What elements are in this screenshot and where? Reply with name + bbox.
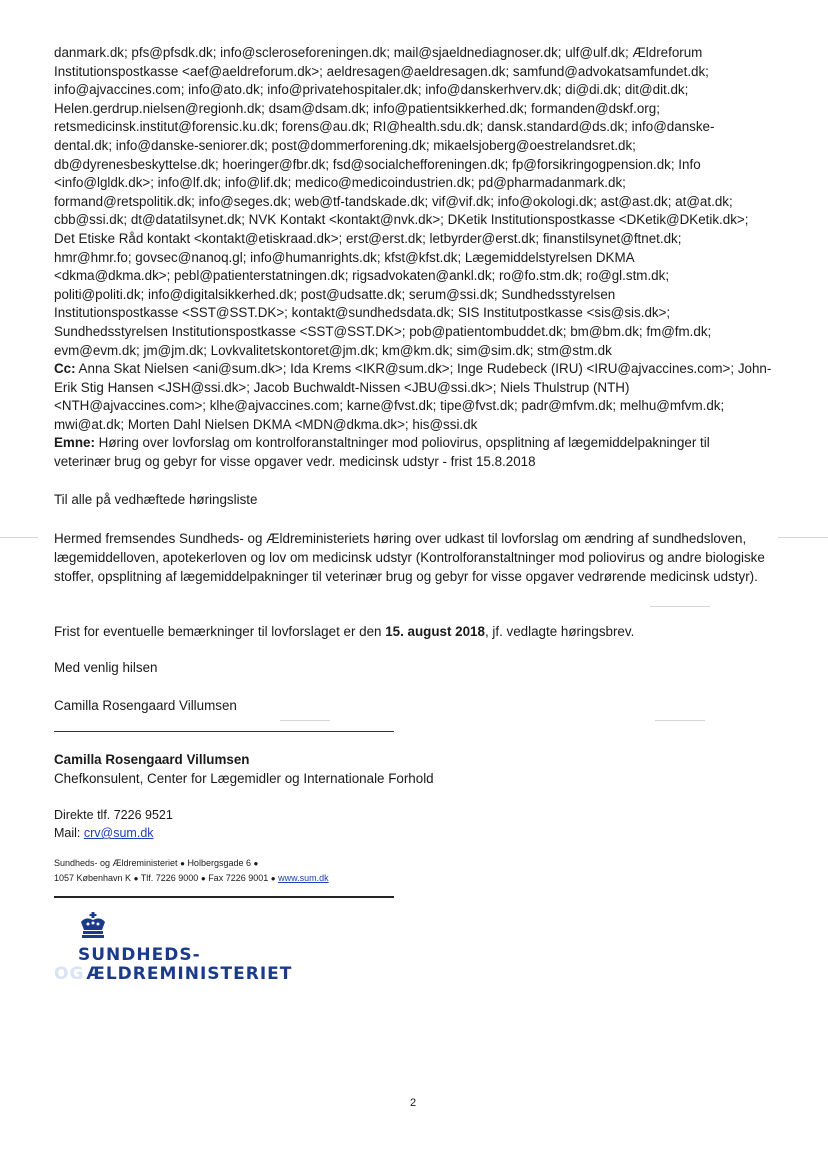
recipients-line: <dkma@dkma.dk>; pebl@patienterstatningen.dk; rigsadvokaten@ankl.dk; ro@fo.stm.dk; ro@gl.stm.dk; xyxy=(54,268,670,284)
contact-info xyxy=(54,806,173,842)
ministry-name: Sundheds- og Ældreministeriet xyxy=(54,858,178,868)
recipients-line: evm@evm.dk; jm@jm.dk; Lovkvalitetskontoret@jm.dk; km@km.dk; sim@sim.dk; stm@stm.dk xyxy=(54,342,612,358)
signature-title: Chefkonsulent, Center for Lægemidler og Internationale Forhold xyxy=(54,771,434,786)
bullet-icon: ● xyxy=(200,874,206,883)
subject-line xyxy=(54,434,784,453)
website-link[interactable]: www.sum.dk xyxy=(278,873,329,883)
address-line-2 xyxy=(54,871,329,886)
recipients-line: cbb@ssi.dk; dt@datatilsynet.dk; NVK Kontakt <kontakt@nvk.dk>; DKetik Institutionspostkasse <DKetik@DKetik.dk>; xyxy=(54,212,749,228)
email-link[interactable]: crv@sum.dk xyxy=(83,826,154,840)
recipients-line: danmark.dk; pfs@pfsdk.dk; info@scleroseforeningen.dk; mail@sjaeldnediagnoser.dk; ulf@ulf.dk; Ældreforum xyxy=(54,45,703,60)
subject-line: veterinær brug og gebyr for visse opgaver vedr. medicinsk udstyr - frist 15.8.2018 xyxy=(54,454,536,470)
logo-line-1: SUNDHEDS- xyxy=(78,945,201,965)
body-paragraph: Hermed fremsendes Sundheds- og Ældreministeriets høring over udkast til lovforslag om ændring af sundhedsloven, lægemiddelloven, apotekerloven og lov om medicinsk udstyr (Kontrolforanstaltninger mod poliovirus og andre biologiske stoffer, opsplitning af lægemiddelpakninger til veterinær brug og gebyr for visse opgaver vedrørende medicinsk udstyr). xyxy=(54,531,765,584)
bullet-icon: ● xyxy=(180,859,185,868)
bullet-icon: ● xyxy=(253,859,259,868)
logo-og: OG xyxy=(54,964,85,984)
logo-ministry: ÆLDREMINISTERIET xyxy=(86,964,293,984)
sign-name: Camilla Rosengaard Villumsen xyxy=(54,698,237,713)
ministry-address xyxy=(54,856,329,886)
scan-mark xyxy=(778,537,828,538)
subject-text: Høring over lovforslag om kontrolforanstaltninger mod poliovirus, opsplitning af lægemiddelpakninger til xyxy=(94,435,710,451)
recipient-list xyxy=(54,44,784,472)
recipients-line: hmr@hmr.fo; govsec@nanoq.gl; info@humanrights.dk; kfst@kfst.dk; Lægemiddelstyrelsen DKMA xyxy=(54,249,635,265)
cc-line: Erik Stig Hansen <JSH@ssi.dk>; Jacob Buchwaldt-Nissen <JBU@ssi.dk>; Niels Thulstrup (NTH) xyxy=(54,379,630,395)
scan-mark xyxy=(650,606,710,607)
address-line-1 xyxy=(54,856,329,871)
recipients-line: db@dyrenesbeskyttelse.dk; hoeringer@fbr.dk; fsd@socialchefforeningen.dk; fp@forsikringogpension.dk; Info xyxy=(54,156,701,172)
cc-line: <NTH@ajvaccines.com>; klhe@ajvaccines.com; karne@fvst.dk; tipe@fvst.dk; padr@mfvm.dk; melhu@mfvm.dk; xyxy=(54,398,725,414)
recipients-line: Sundhedsstyrelsen Institutionspostkasse <SST@SST.DK>; pob@patientombuddet.dk; bm@bm.dk; fm@fm.dk; xyxy=(54,323,712,339)
recipients-line: Det Etiske Råd kontakt <kontakt@etiskraad.dk>; erst@erst.dk; letbyrder@erst.dk; finanstilsynet@ftnet.dk; xyxy=(54,230,682,246)
phone-main: Tlf. 7226 9000 xyxy=(140,873,199,883)
scan-mark xyxy=(655,720,705,721)
recipients-line: Institutionspostkasse <SST@SST.DK>; kontakt@sundhedsdata.dk; SIS Institutpostkasse <sis@sis.dk>; xyxy=(54,305,671,321)
subject-label: Emne: xyxy=(54,435,95,451)
signature-name: Camilla Rosengaard Villumsen xyxy=(54,752,250,767)
recipients-line: Helen.gerdrup.nielsen@regionh.dk; dsam@dsam.dk; info@patientsikkerhed.dk; formanden@dskf.org; xyxy=(54,100,660,116)
crown-icon xyxy=(78,912,108,940)
bullet-icon: ● xyxy=(133,874,139,883)
cc-line: mwi@at.dk; Morten Dahl Nielsen DKMA <MDN@dkma.dk>; his@ssi.dk xyxy=(54,416,478,432)
deadline-sentence xyxy=(54,624,634,639)
street: Holbergsgade 6 xyxy=(187,858,251,868)
fax: Fax 7226 9001 xyxy=(208,873,269,883)
greeting: Til alle på vedhæftede høringsliste xyxy=(54,492,258,507)
phone-number: Direkte tlf. 7226 9521 xyxy=(54,808,173,822)
scan-mark xyxy=(0,537,38,538)
page-number: 2 xyxy=(410,1097,417,1109)
recipients-line: Institutionspostkasse <aef@aeldreforum.dk>; aeldresagen@aeldresagen.dk; samfund@advokatsamfundet.dk; xyxy=(54,63,709,79)
cc-label: Cc: xyxy=(54,361,76,377)
ministry-logo xyxy=(54,912,314,984)
recipients-line: politi@politi.dk; info@digitalsikkerhed.dk; post@udsatte.dk; serum@ssi.dk; Sundhedsstyrelsen xyxy=(54,286,616,302)
cc-text: Anna Skat Nielsen <ani@sum.dk>; Ida Krems <IKR@sum.dk>; Inge Rudebeck (IRU) <IRU@ajvaccines.com>; John- xyxy=(75,361,772,377)
postal-city: 1057 København K xyxy=(54,873,132,883)
cc-line xyxy=(54,360,784,379)
recipients-line: dental.dk; info@danske-seniorer.dk; post@dommerforening.dk; mikaelsjoberg@oestrelandsret.dk; xyxy=(54,137,636,153)
signature-block xyxy=(54,750,434,788)
deadline-date: 15. august 2018 xyxy=(385,624,485,639)
logo-line-2 xyxy=(54,964,292,984)
recipients-line: formand@retspolitik.dk; info@seges.dk; web@tf-tandskade.dk; vif@vif.dk; info@okologi.dk; ast@ast.dk; at@at.dk; xyxy=(54,193,733,209)
recipients-line: retsmedicinsk.institut@forensic.ku.dk; forens@au.dk; RI@health.sdu.dk; dansk.standard@ds.dk; info@danske- xyxy=(54,119,715,135)
mail-label: Mail: xyxy=(54,826,84,840)
scan-mark xyxy=(280,720,330,721)
signature-divider xyxy=(54,731,394,732)
closing: Med venlig hilsen xyxy=(54,660,158,675)
recipients-line: info@ajvaccines.com; info@ato.dk; info@privatehospitaler.dk; info@danskerhverv.dk; di@di.dk; dit@dit.dk; xyxy=(54,82,689,98)
deadline-suffix: , jf. vedlagte høringsbrev. xyxy=(484,624,635,639)
bullet-icon: ● xyxy=(270,874,276,883)
footer-divider xyxy=(54,896,394,898)
recipients-line: <info@lgldk.dk>; info@lf.dk; info@lif.dk; medico@medicoindustrien.dk; pd@pharmadanmark.dk; xyxy=(54,175,626,191)
deadline-prefix: Frist for eventuelle bemærkninger til lovforslaget er den xyxy=(54,624,386,639)
mail-line xyxy=(54,824,173,842)
